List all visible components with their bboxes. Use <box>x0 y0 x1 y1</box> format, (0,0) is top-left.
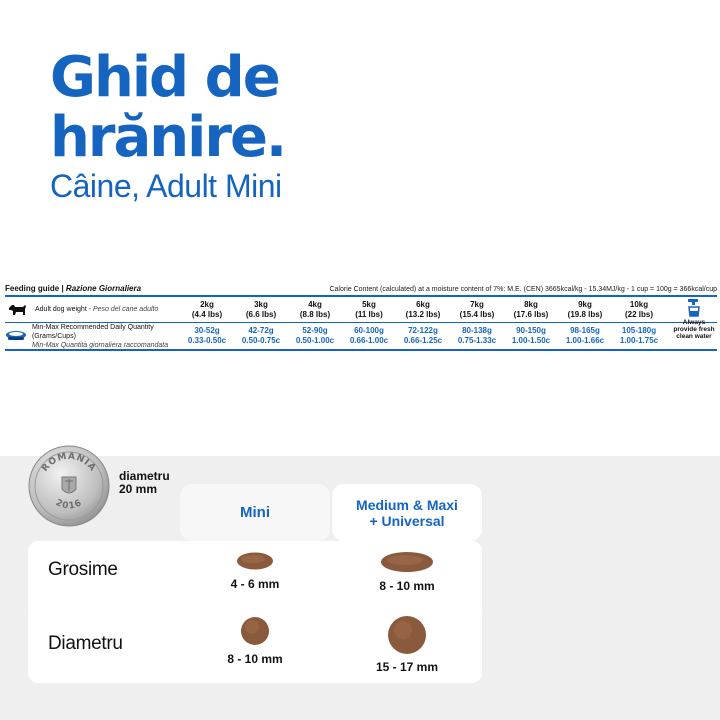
row-label-grosime: Grosime <box>48 559 118 580</box>
column-header-mini: Mini <box>180 484 330 541</box>
cell-grosime-big <box>332 541 482 593</box>
quantity-cell <box>288 326 342 346</box>
row-label-diametru: Diametru <box>48 633 123 654</box>
weight-label: Adult dog weight <box>35 306 87 313</box>
title-line-2: hrănire. <box>50 105 286 170</box>
kibble-top-large-icon <box>387 615 427 655</box>
quantity-cell <box>558 326 612 346</box>
quantity-cups: 0.75-1.33c <box>457 336 497 345</box>
weight-cell <box>558 300 612 320</box>
quantity-cell <box>396 326 450 346</box>
quantity-label: Min-Max Recommended Daily Quantity (Grams/Cups) <box>31 323 154 340</box>
weight-lbs: (17.6 lbs) <box>513 309 549 319</box>
row-diametru <box>28 605 482 683</box>
weight-kg: 10kg <box>629 299 649 309</box>
quantity-grams: 105-180g <box>621 326 657 335</box>
feeding-guide-header <box>5 284 717 297</box>
weight-lbs: (13.2 lbs) <box>405 309 441 319</box>
calorie-content: Calorie Content (calculated) at a moisture content of 7%: M.E. (CEN) 3665kcal/kg - 15.34MJ/kg - 1 cup = 100g = 366kcal/cup <box>329 286 717 293</box>
weight-row <box>5 297 717 323</box>
coin-diameter-label <box>119 470 170 496</box>
coin-text-top: ROMANIA <box>40 451 98 474</box>
weight-lbs: (6.6 lbs) <box>245 309 277 319</box>
water-text-1: Always <box>682 319 706 326</box>
quantity-cups: 1.00-1.75c <box>619 336 659 345</box>
quantity-row-label <box>5 323 180 350</box>
quantity-grams: 98-165g <box>570 326 600 335</box>
coin-image <box>28 445 110 527</box>
weight-kg: 7kg <box>470 299 484 309</box>
weight-cell <box>450 300 504 320</box>
col-big-line-2: + Universal <box>369 512 445 529</box>
water-text-3: clean water <box>676 333 712 340</box>
quantity-cups: 0.33-0.50c <box>187 336 227 345</box>
weight-kg: 3kg <box>254 299 268 309</box>
cell-grosime-mini <box>180 541 330 591</box>
weight-lbs: (11 lbs) <box>355 309 383 319</box>
water-tap-icon <box>684 298 704 318</box>
weight-cell <box>342 300 396 320</box>
guide-title-italian: Razione Giornaliera <box>65 284 142 293</box>
page-header <box>50 45 286 204</box>
quantity-cell <box>180 326 234 346</box>
col-big-line-1: Medium & Maxi <box>356 496 458 513</box>
column-header-medium-maxi <box>332 484 482 541</box>
quantity-grams: 80-138g <box>462 326 492 335</box>
quantity-cups: 0.50-0.75c <box>241 336 281 345</box>
feeding-guide-table <box>5 284 717 351</box>
weight-cell <box>234 300 288 320</box>
feeding-guide-title: Feeding guide | Razione Giornaliera <box>5 284 142 293</box>
quantity-grams: 30-52g <box>194 326 220 335</box>
title-line-1: Ghid de <box>50 45 279 110</box>
weight-row-label: Adult dog weight - Peso del cane adulto <box>5 300 180 320</box>
water-text-2: provide fresh <box>673 326 715 333</box>
quantity-grams: 90-150g <box>516 326 546 335</box>
quantity-label-italian: Min-Max Quantità giornaliera raccomandata <box>31 341 169 349</box>
coin-label-1: diametru <box>119 469 170 483</box>
quantity-row <box>5 323 717 351</box>
quantity-cell <box>234 326 288 346</box>
page-title <box>50 45 286 170</box>
quantity-grams: 52-90g <box>302 326 328 335</box>
kibble-top-small-icon <box>239 615 271 647</box>
weight-lbs: (4.4 lbs) <box>191 309 223 319</box>
weight-cell <box>180 300 234 320</box>
cell-diametru-mini <box>180 605 330 666</box>
quantity-cups: 1.00-1.66c <box>565 336 605 345</box>
weight-kg: 9kg <box>578 299 592 309</box>
quantity-cups: 0.66-1.00c <box>349 336 389 345</box>
weight-cells <box>180 300 717 320</box>
weight-cell <box>504 300 558 320</box>
weight-label-italian: Peso del cane adulto <box>93 306 159 313</box>
quantity-grams: 42-72g <box>248 326 274 335</box>
coin-year: 2016 <box>53 498 85 512</box>
value-grosime-big: 8 - 10 mm <box>379 579 435 593</box>
weight-kg: 5kg <box>362 299 376 309</box>
quantity-cups: 0.66-1.25c <box>403 336 443 345</box>
quantity-cell <box>450 326 504 346</box>
page-subtitle: Câine, Adult Mini <box>50 168 282 204</box>
dog-icon <box>5 300 31 320</box>
coin-label-2: 20 mm <box>119 482 158 496</box>
water-note <box>671 298 717 340</box>
quantity-cell <box>612 326 666 346</box>
kibble-side-small-icon <box>235 551 275 571</box>
weight-kg: 4kg <box>308 299 322 309</box>
value-diametru-big: 15 - 17 mm <box>375 660 439 674</box>
quantity-cell <box>504 326 558 346</box>
quantity-cell <box>342 326 396 346</box>
weight-lbs: (8.8 lbs) <box>299 309 331 319</box>
guide-title-text: Feeding guide <box>5 284 60 293</box>
quantity-cups: 0.50-1.00c <box>295 336 335 345</box>
weight-cell <box>396 300 450 320</box>
weight-lbs: (15.4 lbs) <box>459 309 495 319</box>
quantity-cups: 1.00-1.50c <box>511 336 551 345</box>
quantity-grams: 60-100g <box>354 326 384 335</box>
kibble-side-large-icon <box>380 551 434 573</box>
weight-kg: 2kg <box>200 299 214 309</box>
weight-kg: 6kg <box>416 299 430 309</box>
quantity-grams: 72-122g <box>408 326 438 335</box>
weight-cell <box>612 300 666 320</box>
value-grosime-mini: 4 - 6 mm <box>230 577 280 591</box>
weight-cell <box>288 300 342 320</box>
bowl-icon <box>5 326 28 346</box>
quantity-cells <box>180 326 717 346</box>
weight-kg: 8kg <box>524 299 538 309</box>
cell-diametru-big <box>332 605 482 674</box>
weight-lbs: (19.8 lbs) <box>567 309 603 319</box>
value-diametru-mini: 8 - 10 mm <box>227 652 283 666</box>
weight-lbs: (22 lbs) <box>624 309 653 319</box>
